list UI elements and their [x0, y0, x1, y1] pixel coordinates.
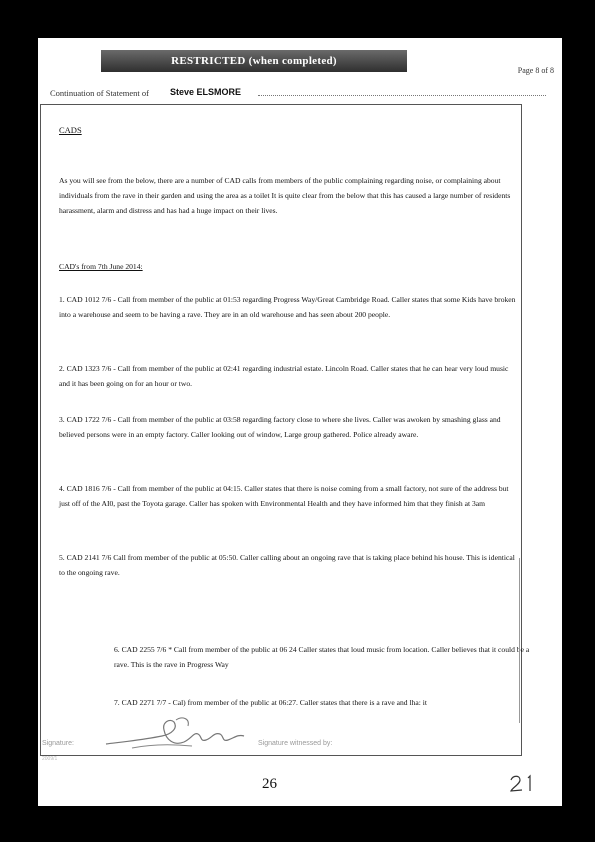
intro-paragraph: As you will see from the below, there are a number of CAD calls from members of the public complaining regarding noise, or complaining about individuals from the rave in their garden and using the area as a toilet It is quite clear from the below that this has caused a large number of residents harassment, alarm and distress and has had a huge impact on their lives.: [59, 176, 511, 215]
cads-subheading: CAD's from 7th June 2014:: [59, 262, 143, 271]
statement-frame: [40, 104, 530, 756]
margin-rule: [519, 558, 520, 723]
signature-label: Signature:: [42, 740, 74, 747]
cad-item-2: 2. CAD 1323 7/6 - Call from member of the public at 02:41 regarding industrial estate. Lincoln Road. Caller states that he can hear very loud music and it has been going on for an hour or two.: [59, 364, 509, 388]
statement-page: [38, 38, 562, 806]
page-number: Page 8 of 8: [517, 66, 554, 75]
footer-page-number: 26: [262, 776, 277, 792]
cads-heading: CADS: [59, 125, 82, 135]
cad-item-6: 6. CAD 2255 7/6 * Call from member of the public at 06 24 Caller states that loud music from location. Caller believes that it could be a rave. This is the rave in Progress Way: [114, 645, 530, 669]
cad-item-3: 3. CAD 1722 7/6 - Call from member of the public at 03:58 regarding factory close to where she lives. Caller was awoken by smashing glass and believed persons were in an empty factory. Caller looking out of window, Large group gathered. Police already aware.: [59, 415, 501, 439]
restricted-banner: RESTRICTED (when completed): [101, 50, 407, 72]
handwritten-signature: [102, 714, 262, 759]
dotted-line: [258, 95, 546, 96]
cad-item-7: 7. CAD 2271 7/7 - Cal) from member of the public at 06:27. Caller states that there is a rave and lha: it: [114, 698, 427, 707]
continuation-name: Steve ELSMORE: [170, 87, 242, 97]
cad-item-5: 5. CAD 2141 7/6 Call from member of the public at 05:50. Caller calling about an ongoing rave that is taking place behind his house. This is identical to the ongoing rave.: [59, 553, 515, 577]
witness-label: Signature witnessed by:: [258, 740, 333, 747]
cad-item-1: 1. CAD 1012 7/6 - Call from member of the public at 01:53 regarding Progress Way/Great Cambridge Road. Caller states that some Kids have broken into a warehouse and seem to be having a rave. They are in an old warehouse and has seen about 200 people.: [59, 295, 516, 319]
signature-date-label: 2009/1: [42, 756, 58, 762]
continuation-label: Continuation of Statement of: [50, 88, 149, 98]
handwritten-corner-number: [508, 772, 538, 799]
cad-item-4: 4. CAD 1816 7/6 - Call from member of the public at 04:15. Caller states that there is noise coming from a small factory, not sure of the address but just off of the AI0, past the Toyota garage. Caller has spoken with Environmental Health and they have informed him that they finish at 3am: [59, 484, 509, 508]
